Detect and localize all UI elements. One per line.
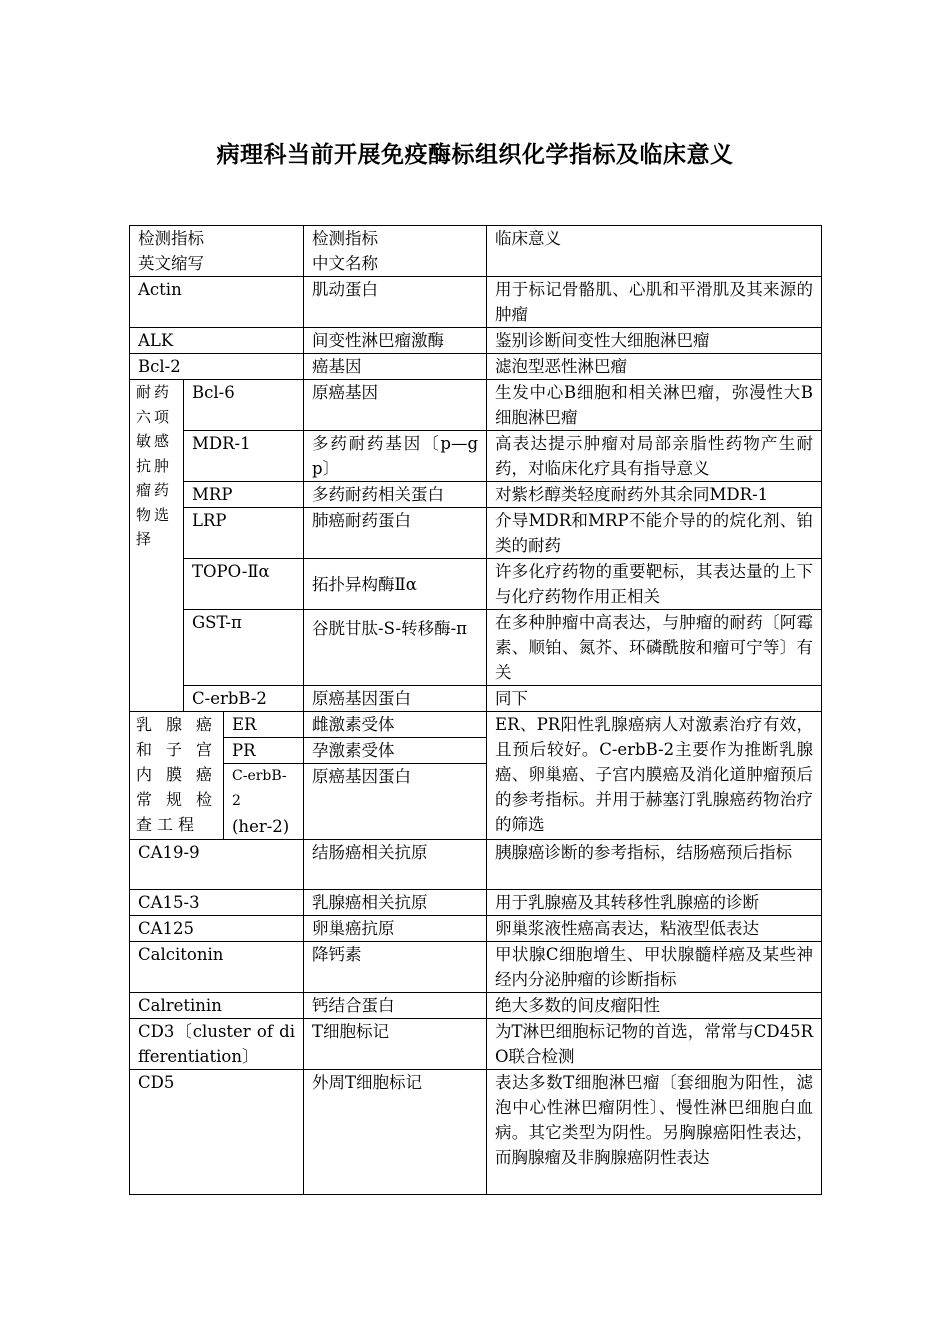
meaning-cell: 表达多数T细胞淋巴瘤〔套细胞为阳性，滤泡中心性淋巴瘤阴性〕、慢性淋巴细胞白血病。其它类型为阴性。另胸腺癌阳性表达，而胸腺瘤及非胸腺癌阴性表达 [487,1070,822,1195]
header-cn-cell [304,226,487,277]
table-row [130,559,822,610]
abbr-cell: CD5 [130,1070,304,1195]
table-row [130,354,822,380]
table-row [130,916,822,942]
table-row [130,482,822,508]
abbr-cell [224,764,304,840]
header-cn-line2: 中文名称 [312,254,379,273]
meaning-cell: 鉴别诊断间变性大细胞淋巴瘤 [487,328,822,354]
cn-cell: 钙结合蛋白 [304,993,487,1019]
breast-meaning-cell: ER、PR阳性乳腺癌病人对激素治疗有效，且预后较好。C-erbB-2主要作为推断乳腺癌、卵巢癌、子宫内膜癌及消化道肿瘤预后的参考指标。并用于赫塞汀乳腺癌药物治疗的筛选 [487,712,822,840]
abbr-cell: Bcl-2 [130,354,304,380]
cn-cell: 多药耐药基因〔p—gp〕 [304,431,487,482]
abbr-cell: ER [224,712,304,738]
meaning-cell: 卵巢浆液性癌高表达，粘液型低表达 [487,916,822,942]
cn-cell: 间变性淋巴瘤激酶 [304,328,487,354]
table-row [130,840,822,890]
meaning-cell: 同下 [487,686,822,712]
page-title: 病理科当前开展免疫酶标组织化学指标及临床意义 [216,142,734,168]
meaning-cell: 生发中心B细胞和相关淋巴瘤，弥漫性大B细胞淋巴瘤 [487,380,822,431]
table-row [130,328,822,354]
breast-group-label: 乳腺癌和子宫内膜癌常规检查工程 [130,712,224,840]
meaning-cell: 胰腺癌诊断的参考指标，结肠癌预后指标 [487,840,822,890]
abbr-cell: Bcl-6 [184,380,304,431]
meaning-cell: 甲状腺C细胞增生、甲状腺髓样癌及某些神经内分泌肿瘤的诊断指标 [487,942,822,993]
meaning-cell: 对紫杉醇类轻度耐药外其余同MDR-1 [487,482,822,508]
meaning-cell: 绝大多数的间皮瘤阳性 [487,993,822,1019]
header-abbr-line2: 英文缩写 [138,254,204,273]
cn-cell: 雌激素受体 [304,712,487,738]
drug-group-label: 耐药六项敏感抗肿瘤药物选择 [130,380,184,712]
cn-cell: 拓扑异构酶Ⅱα [304,559,487,610]
meaning-cell: 高表达提示肿瘤对局部亲脂性药物产生耐药，对临床化疗具有指导意义 [487,431,822,482]
cn-cell: 肺癌耐药蛋白 [304,508,487,559]
cn-cell: 癌基因 [304,354,487,380]
cn-cell: 多药耐药相关蛋白 [304,482,487,508]
table-row [130,890,822,916]
table-row [130,993,822,1019]
table-row [130,942,822,993]
meaning-cell: 用于乳腺癌及其转移性乳腺癌的诊断 [487,890,822,916]
abbr-cell: TOPO-Ⅱα [184,559,304,610]
marker-table [129,225,822,1195]
meaning-cell: 介导MDR和MRP不能介导的的烷化剂、铂类的耐药 [487,508,822,559]
cn-cell: 卵巢癌抗原 [304,916,487,942]
abbr-cell: CA19-9 [130,840,304,890]
table-row [130,610,822,686]
cn-cell: 谷胱甘肽-S-转移酶-π [304,610,487,686]
cn-cell: 肌动蛋白 [304,277,487,328]
header-meaning-cell: 临床意义 [487,226,822,277]
table-row [130,1070,822,1195]
abbr-line2: (her-2) [232,817,290,836]
cn-cell: T细胞标记 [304,1019,487,1070]
abbr-cell: Calcitonin [130,942,304,993]
cn-cell: 降钙素 [304,942,487,993]
table-row [130,380,822,431]
cn-cell: 原癌基因 [304,380,487,431]
meaning-cell: 为T淋巴细胞标记物的首选，常常与CD45RO联合检测 [487,1019,822,1070]
table-row [130,277,822,328]
table-header-row [130,226,822,277]
cn-cell: 乳腺癌相关抗原 [304,890,487,916]
abbr-cell: CA125 [130,916,304,942]
cn-cell: 原癌基因蛋白 [304,764,487,840]
table-row [130,712,822,738]
abbr-line1: C-erbB-2 [232,768,287,809]
abbr-cell: C-erbB-2 [184,686,304,712]
abbr-cell: GST-π [184,610,304,686]
abbr-cell: CD3〔cluster of differentiation〕 [130,1019,304,1070]
table-row [130,686,822,712]
cn-cell: 结肠癌相关抗原 [304,840,487,890]
abbr-cell: CA15-3 [130,890,304,916]
cn-cell: 原癌基因蛋白 [304,686,487,712]
cn-cell: 孕激素受体 [304,738,487,764]
abbr-cell: PR [224,738,304,764]
header-cn-line1: 检测指标 [312,229,379,248]
abbr-cell: Calretinin [130,993,304,1019]
meaning-cell: 用于标记骨骼肌、心肌和平滑肌及其来源的肿瘤 [487,277,822,328]
table-row [130,431,822,482]
abbr-cell: ALK [130,328,304,354]
table-row [130,1019,822,1070]
header-abbr-cell [130,226,304,277]
table-row [130,508,822,559]
header-abbr-line1: 检测指标 [138,229,204,248]
meaning-cell: 在多种肿瘤中高表达，与肿瘤的耐药〔阿霉素、顺铂、氮芥、环磷酰胺和瘤可宁等〕有关 [487,610,822,686]
abbr-cell: Actin [130,277,304,328]
cn-cell: 外周T细胞标记 [304,1070,487,1195]
abbr-cell: LRP [184,508,304,559]
abbr-cell: MRP [184,482,304,508]
meaning-cell: 滤泡型恶性淋巴瘤 [487,354,822,380]
meaning-cell: 许多化疗药物的重要靶标，其表达量的上下与化疗药物作用正相关 [487,559,822,610]
abbr-cell: MDR-1 [184,431,304,482]
